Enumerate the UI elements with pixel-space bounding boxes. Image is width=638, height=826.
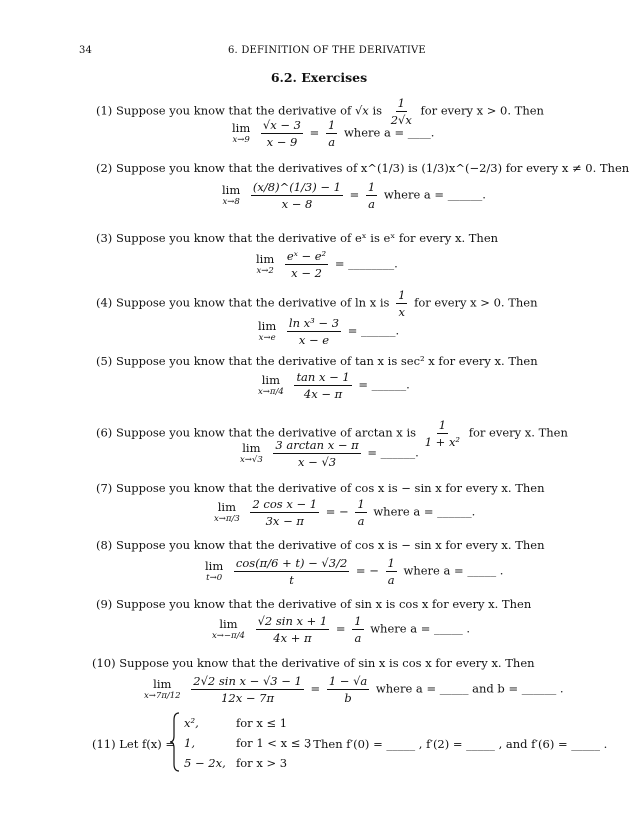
page-number: 34 — [79, 45, 93, 56]
exercise-3-statement: (3) Suppose you know that the derivative of eˣ is eˣ for every x. Then — [96, 231, 499, 245]
exercise-4-limit: lim x→e $\frac{\text{ln x³ − 3}}{x - e}$ = ______. — [258, 316, 400, 347]
exercise-4-statement: (4) Suppose you know that the derivative of ln x is $\frac{1}{x}$ for every x > 0. Then — [96, 288, 538, 319]
exercise-10-statement: (10) Suppose you know that the derivative of sin x is cos x for every x. Then — [92, 656, 535, 670]
case-row: x², — [184, 716, 199, 730]
exercise-6-limit: lim x→√3 $\frac{\text{3 arctan x − π}}{x - √3}$ = ______. — [240, 438, 419, 469]
case-row: 5 − 2x, — [184, 756, 226, 770]
exercise-7-limit: lim x→π/3 $\frac{\text{2 cos x − 1}}{3x - \pi}$ = − $\frac{1}{a}$ where a = ______. — [214, 497, 476, 528]
exercise-10-limit: lim x→7π/12 $\frac{\text{2√2 sin x − √3 − 1}}{12x - 7\pi}$ = $\frac{1 - √a}{b}$ where a = _____ and b = ______ . — [144, 674, 564, 705]
exercise-9-limit: lim x→−π/4 $\frac{\text{√2 sin x + 1}}{4x + \pi}$ = $\frac{1}{a}$ where a = _____ . — [212, 614, 471, 645]
exercise-1-limit: lim x→9 $\frac{√x - 3}{x - 9}$ = $\frac{1}{a}$ where a = ____. — [232, 118, 435, 149]
left-brace-icon — [170, 712, 180, 772]
exercise-7-statement: (7) Suppose you know that the derivative of cos x is − sin x for every x. Then — [96, 481, 545, 495]
derivative-fraction: $\frac{1}{2√x}$ — [390, 96, 412, 127]
case-condition: for x ≤ 1 — [236, 716, 288, 730]
exercise-2-limit: lim x→8 $\frac{(x/8)\^{}(1/3) - 1}{x - 8}$ = $\frac{1}{a}$ where a = ______. — [222, 180, 486, 211]
piecewise-brace — [170, 712, 180, 775]
exercise-11-lead: (11) Let f(x) = — [92, 737, 175, 751]
running-header: 6. DEFINITION OF THE DERIVATIVE — [228, 45, 426, 56]
exercise-9-statement: (9) Suppose you know that the derivative of sin x is cos x for every x. Then — [96, 597, 532, 611]
exercise-8-limit: lim t→0 $\frac{\cos(\pi/6 + t) - √3/2}{t}$ = − $\frac{1}{a}$ where a = _____ . — [205, 556, 504, 587]
case-row: 1, — [184, 736, 195, 750]
exercise-5-limit: lim x→π/4 $\frac{\text{tan x − 1}}{4x - \pi}$ = ______. — [258, 370, 410, 401]
exercise-3-limit: lim x→2 $\frac{\text{eˣ − e²}}{x - 2}$ = ________. — [256, 249, 398, 280]
case-condition: for x > 3 — [236, 756, 288, 770]
exercise-8-statement: (8) Suppose you know that the derivative of cos x is − sin x for every x. Then — [96, 538, 545, 552]
exercise-5-statement: (5) Suppose you know that the derivative of tan x is sec² x for every x. Then — [96, 354, 538, 368]
exercise-11-tail: . Then f′(0) = _____ , f′(2) = _____ , and f′(6) = _____ . — [306, 737, 608, 751]
exercise-number: (1) — [96, 103, 113, 118]
case-condition: for 1 < x ≤ 3 — [236, 736, 312, 750]
section-title: 6.2. Exercises — [270, 70, 368, 85]
exercise-6-statement: (6) Suppose you know that the derivative of arctan x is $\frac{1}{\text{1 + x²}}$ for every x. Then — [96, 418, 568, 449]
exercise-2-statement: (2) Suppose you know that the derivatives of x^(1/3) is (1/3)x^(−2/3) for every x ≠ 0. Then — [96, 161, 630, 175]
exercise-1-statement: (1) Suppose you know that the derivative of √x is $\frac{1}{2√x}$ for every x > 0. Then — [96, 96, 544, 127]
